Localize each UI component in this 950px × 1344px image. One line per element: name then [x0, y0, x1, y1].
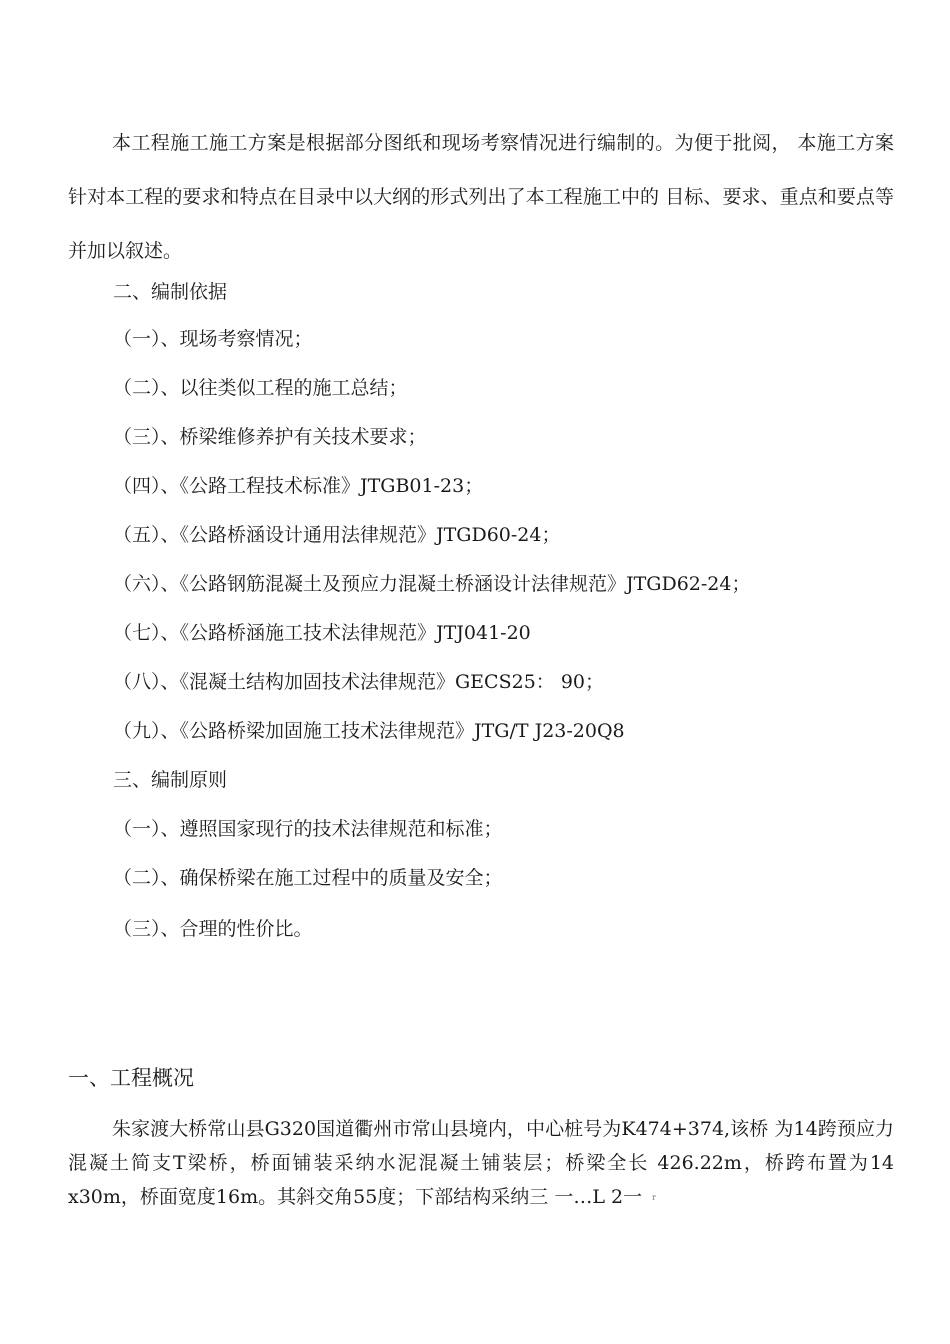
basis-item: （五）、《公路桥涵设计通用法律规范》JTGD60-24； — [113, 524, 561, 546]
principle-item: （三）、合理的性价比。 — [113, 918, 313, 940]
trailing-mark: r — [652, 1193, 656, 1202]
intro-paragraph: 本工程施工施工方案是根据部分图纸和现场考察情况进行编制的。为便于批阅， 本施工方案针对本工程的要求和特点在目录中以大纲的形式列出了本工程施工中的 目标、要求、重点和要点等并加以叙述。 — [68, 132, 894, 262]
overview-paragraph — [68, 1112, 894, 1215]
basis-item: （八）、《混凝土结构加固技术法律规范》GECS25： 90； — [113, 671, 604, 693]
section-heading-principles: 三、编制原则 — [113, 769, 228, 791]
section-heading-basis: 二、编制依据 — [113, 281, 228, 303]
basis-item: （六）、《公路钢筋混凝土及预应力混凝土桥涵设计法律规范》JTGD62-24； — [113, 573, 751, 595]
overview-text: 朱家渡大桥常山县G320国道衢州市常山县境内，中心桩号为K474+374,该桥 为14跨预应力混凝土简支T梁桥，桥面铺装采纳水泥混凝土铺装层；桥梁全长 426.22m，桥跨布置为14 x30m，桥面宽度16m。其斜交角55度；下部结构采纳三 一…L 2一 — [68, 1118, 894, 1208]
section-heading-overview: 一、工程概况 — [68, 1066, 194, 1090]
basis-item: （七）、《公路桥涵施工技术法律规范》JTJ041-20 — [113, 622, 531, 644]
principle-item: （二）、确保桥梁在施工过程中的质量及安全； — [113, 867, 503, 889]
principle-item: （一）、遵照国家现行的技术法律规范和标准； — [113, 818, 503, 840]
basis-item: （二）、以往类似工程的施工总结； — [113, 377, 408, 399]
basis-item: （一）、现场考察情况； — [113, 328, 313, 350]
basis-item: （九）、《公路桥梁加固施工技术法律规范》JTG/T J23-20Q8 — [113, 720, 625, 742]
basis-item: （四）、《公路工程技术标准》JTGB01-23； — [113, 475, 484, 497]
basis-item: （三）、桥梁维修养护有关技术要求； — [113, 426, 427, 448]
